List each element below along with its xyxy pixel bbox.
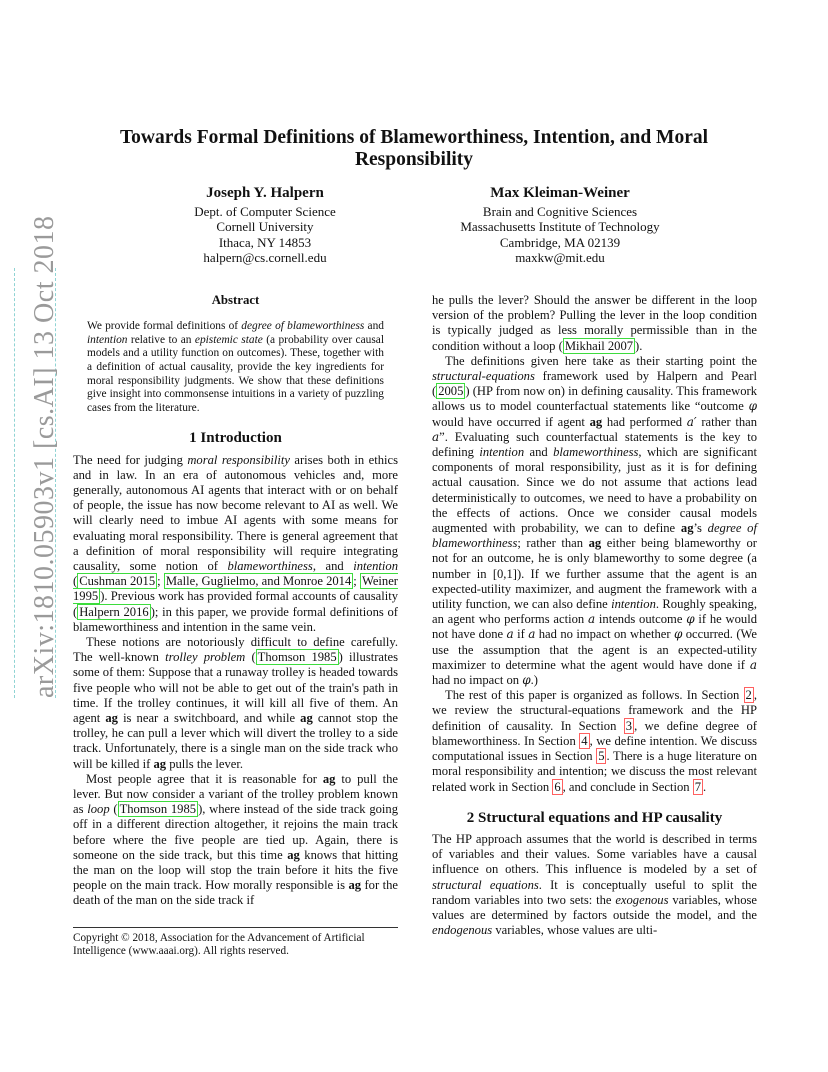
- section-link[interactable]: 4: [581, 733, 588, 748]
- arxiv-sidebar: [14, 215, 60, 698]
- citation-link[interactable]: Malle, Guglielmo, and Monroe 2014: [165, 574, 352, 589]
- citation-link[interactable]: Mikhail 2007: [564, 338, 634, 353]
- author-block-1: [150, 186, 380, 266]
- section-heading-structural-equations: 2 Structural equations and HP causality: [466, 809, 723, 826]
- author-affiliation-line: Cambridge, MA 02139: [499, 234, 621, 250]
- author-affiliation-line: Dept. of Computer Science: [194, 203, 336, 219]
- paragraph: The need for judging moral responsibility arises both in ethics and in law. In an era of autonomous vehicles and, more generally, autonomous AI agents that interact with or on behalf of people, the issue has now become relevant to AI as well. We will clearly need to imbue AI agents with some means for evaluating moral responsibility. There is general agreement that a definition of moral responsibility will require integrating causality, some notion of blameworthiness, and intention ( Cushman 2015 ; Malle, Guglielmo, and Monroe 2014 ; Weiner 1995 ). Previous work has provided formal accounts of causality ( Halpern 2016 ); in this paper, we provide formal definitions of blameworthiness and intention in the same vein.: [73, 452, 398, 634]
- section-link[interactable]: 3: [625, 718, 633, 733]
- abstract-body: We provide formal definitions of degree of blameworthiness and intention relative to an epistemic state (a probability over causal models and a utility function on outcomes). These, together with a definition of actual causality, provide the key ingredients for moral responsibility judgments. We show that these definitions give insight into commonsense intuitions in a variety of puzzling cases from the literature.: [87, 320, 384, 414]
- paragraph: he pulls the lever? Should the answer be different in the loop version of the problem? Pulling the lever in the loop condition is typically judged as less morally permissible than in the condition without a loop ( Mikhail 2007 ).: [432, 293, 757, 353]
- paragraph: These notions are notoriously difficult to define carefully. The well-known trolley problem ( Thomson 1985 ) illustrates some of them: Suppose that a runaway trolley is headed towards five people who will not be able to get out of the train's path in time. If the trolley continues, it will kill all five of them. An agent ag is near a switchboard, and while ag cannot stop the trolley, he can pull a lever which will divert the trolley to a side track. Unfortunately, there is a single man on the side track who will be killed if ag pulls the lever.: [73, 635, 399, 771]
- author-affiliation-line: Brain and Cognitive Sciences: [482, 203, 638, 219]
- abstract-heading: Abstract: [211, 293, 260, 307]
- section-heading-introduction: 1 Introduction: [189, 430, 282, 447]
- author-email: halpern@cs.cornell.edu: [203, 250, 327, 265]
- paragraph: Most people agree that it is reasonable for ag to pull the lever. But now consider a variant of the trolley problem known as loop ( Thomson 1985 ), where instead of the side track going off in a different direction altogether, it rejoins the main track before where the five people are tied up. Again, there is someone on the side track, but this time ag knows that hitting the man on the loop will stop the train before it hits the five people on the main track. How morally responsible is ag for the death of the man on the side track if: [73, 771, 399, 908]
- section-link[interactable]: 7: [694, 779, 702, 794]
- citation-link[interactable]: Thomson 1985: [257, 650, 337, 665]
- citation-link[interactable]: Thomson 1985: [119, 802, 197, 817]
- arxiv-identifier: arXiv:1810.05903v1 [cs.AI] 13 Oct 2018: [29, 215, 60, 698]
- author-block-2: [440, 186, 680, 266]
- author-email: maxkw@mit.edu: [515, 250, 605, 265]
- citation-link[interactable]: 2005: [438, 384, 464, 399]
- citation-link[interactable]: Cushman 2015: [79, 574, 156, 589]
- section-link[interactable]: 2: [745, 688, 752, 703]
- section-link[interactable]: 6: [554, 779, 561, 794]
- copyright-footnote: Copyright © 2018, Association for the Advancement of Artificial Intelligence (www.aaai.org). All rights reserved.: [73, 927, 398, 959]
- paragraph: The rest of this paper is organized as follows. In Section 2 , we review the structural-equations framework and the HP definition of causality. In Section 3 , we define degree of blameworthiness. In Section 4 , we define intention. We discuss computational issues in Section 5 . There is a huge literature on moral responsibility and intention; we discuss the most relevant related work in Section 6 , and conclude in Section 7 .: [432, 688, 757, 794]
- paper-title: Towards Formal Definitions of Blameworthiness, Intention, and Moral Responsibility: [119, 127, 709, 170]
- author-affiliation-line: Ithaca, NY 14853: [218, 234, 312, 250]
- citation-link[interactable]: Halpern 2016: [79, 604, 149, 619]
- author-name: Joseph Y. Halpern: [206, 185, 324, 201]
- citation-link[interactable]: Weiner 1995: [73, 574, 398, 604]
- author-name: Max Kleiman-Weiner: [490, 185, 630, 201]
- paragraph: The HP approach assumes that the world is described in terms of variables and their values. Some variables have a causal influence on others. This influence is modeled by a set of structural equations. It is conceptually useful to split the random variables into two sets: the exogenous variables, whose values are determined by factors outside the model, and the endogenous variables, whose values are ulti-: [432, 831, 757, 938]
- left-column: [73, 293, 398, 909]
- section-link[interactable]: 5: [598, 749, 605, 764]
- right-column: [432, 293, 757, 938]
- author-affiliation-line: Cornell University: [216, 219, 314, 234]
- paragraph: The definitions given here take as their starting point the structural-equations framework used by Halpern and Pearl ( 2005 ) (HP from now on) in defining causality. This framework allows us to model counterfactual statements like “outcome φ would have occurred if agent ag had performed a′ rather than a”. Evaluating such counterfactual statements is the key to defining intention and blameworthiness, which are significant components of moral responsibility, just as it is for defining actual causation. Since we do not assume that actions lead deterministically to outcomes, we need to have a probability on the effects of actions. Once we consider causal models augmented with probability, we can to define ag’s degree of blameworthiness; rather than ag either being blameworthy or not for an outcome, he is only blameworthy to some degree (a number in [0,1]). If we further assume that the agent is an expected-utility maximizer, and augment the framework with a utility function, we can also define intention. Roughly speaking, an agent who performs action a intends outcome φ if he would not have done a if a had no impact on whether φ occurred. (We use the assumption that the agent is an expected-utility maximizer to determine what the agent would have done if a had no impact on φ.): [432, 353, 758, 688]
- author-affiliation-line: Massachusetts Institute of Technology: [460, 219, 660, 234]
